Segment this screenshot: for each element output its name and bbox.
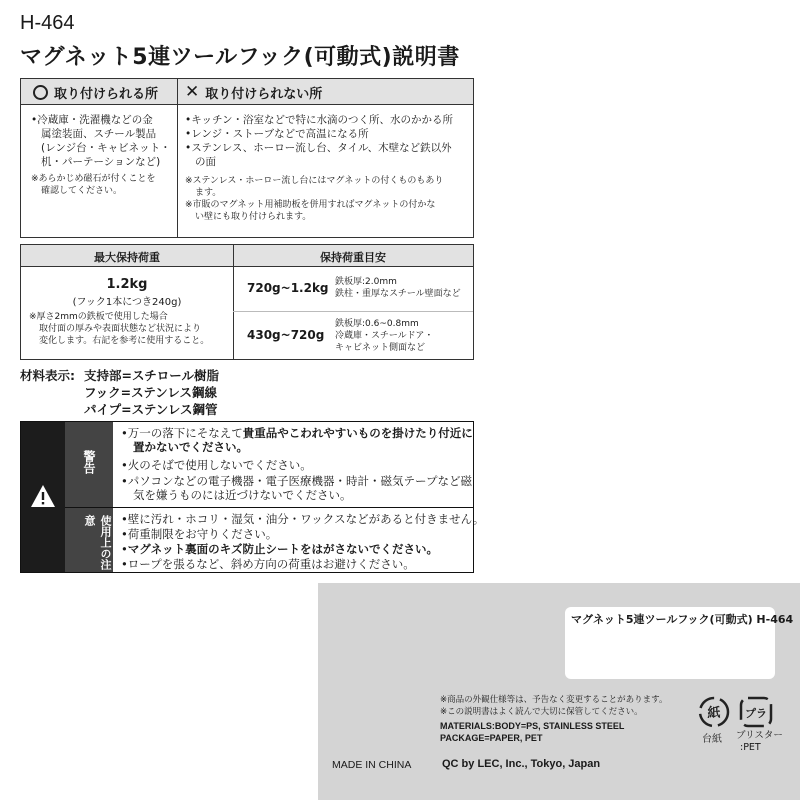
svg-text:紙: 紙	[707, 706, 721, 721]
note-line: い壁にも取り付けられます。	[195, 212, 312, 222]
note-line: ※商品の外観仕様等は、予告なく変更することがあります。	[440, 695, 668, 705]
list-item: •レンジ・ストーブなどで高温になる所	[185, 128, 369, 140]
warning-line: 置かないでください。	[133, 440, 248, 454]
recycle-label-line: :PET	[740, 742, 761, 753]
note-line: ※厚さ2mmの鉄板で使用した場合	[29, 312, 168, 322]
materials-en-line: MATERIALS:BODY=PS, STAINLESS STEEL	[440, 721, 625, 731]
warning-line: •パソコンなどの電子機器・電子医療機器・時計・磁気テープなど磁	[121, 474, 472, 488]
load-row-divider	[233, 311, 473, 312]
load-range: 720g~1.2kg	[247, 281, 329, 295]
not-mountable-title: 取り付けられない所	[205, 87, 323, 102]
note-line: 取付面の厚みや表面状態など状況により	[39, 324, 202, 334]
load-range: 430g~720g	[247, 328, 325, 342]
materials-en-line: PACKAGE=PAPER, PET	[440, 733, 543, 743]
list-item: 属塗装面、スチール製品	[41, 128, 157, 140]
plastic-recycle-label	[736, 730, 783, 754]
materials-line: 支持部=スチロール樹脂	[84, 368, 219, 383]
note-line: ※あらかじめ磁石が付くことを	[31, 174, 156, 184]
company-text: QC by LEC, Inc., Tokyo, Japan	[442, 758, 601, 770]
materials-line: パイプ=ステンレス鋼管	[84, 402, 218, 417]
caution-line: •壁に汚れ・ホコリ・湿気・油分・ワックスなどがあると付きません。	[121, 512, 485, 526]
load-box	[20, 244, 474, 360]
list-item: の面	[195, 156, 216, 168]
mountable-heading	[33, 83, 158, 102]
max-load-value: 1.2kg	[106, 277, 148, 292]
plastic-recycle-icon	[738, 695, 774, 729]
list-item: (レンジ台・キャビネット・	[41, 142, 171, 154]
warning-line: •火のそばで使用しないでください。	[121, 458, 312, 472]
mountable-title: 取り付けられる所	[54, 87, 159, 102]
page-title: マグネット5連ツールフック(可動式)説明書	[20, 45, 460, 70]
product-label-box	[565, 607, 794, 679]
list-item: •冷蔵庫・洗濯機などの金	[31, 114, 153, 126]
mounting-divider	[177, 79, 178, 237]
note-line: 確認してください。	[41, 186, 123, 196]
caution-line: •ロープを張るなど、斜め方向の荷重はお避けください。	[121, 557, 415, 571]
circle-icon	[33, 85, 48, 100]
mountable-notes	[31, 173, 156, 197]
list-item: •ステンレス、ホーロー流し台、タイル、木壁など鉄以外	[185, 142, 452, 154]
product-code: H-464	[20, 12, 75, 34]
note-line: ます。	[195, 188, 222, 198]
mounting-box	[20, 78, 474, 238]
not-mountable-heading	[185, 83, 322, 102]
detail-line: 鉄板厚:0.6~0.8mm	[335, 319, 419, 329]
warning-label-column	[65, 422, 113, 572]
warning-separator	[65, 507, 473, 508]
warning-bar	[21, 422, 65, 572]
detail-line: 鉄板厚:2.0mm	[335, 277, 397, 287]
load-guide-title: 保持荷重目安	[320, 251, 386, 264]
recycle-label-line: ブリスター	[736, 730, 783, 741]
card-notes	[440, 694, 667, 718]
materials-line: フック=ステンレス鋼線	[84, 385, 218, 400]
paper-recycle-icon	[697, 695, 731, 729]
package-card	[318, 583, 800, 800]
list-item: 机・パーテーションなど)	[41, 156, 161, 168]
not-mountable-list	[185, 113, 453, 169]
max-load-notes	[29, 311, 209, 347]
materials-label: 材料表示:	[20, 368, 75, 383]
cross-icon: ✕	[185, 82, 200, 102]
note-line: 変化します。右記を参考に使用すること。	[39, 336, 210, 346]
detail-line: 鉄柱・重厚なスチール壁面など	[335, 289, 461, 299]
caution-line: •マグネット裏面のキズ防止シートをはがさないでください。	[121, 542, 438, 556]
load-detail	[335, 318, 433, 354]
mountable-list	[31, 113, 171, 169]
warning-line: 気を嫌うものには近づけないでください。	[133, 488, 352, 502]
not-mountable-notes	[185, 175, 443, 223]
svg-text:プラ: プラ	[745, 707, 767, 720]
warning-triangle-icon	[30, 484, 56, 508]
caution-label: 使用上の注意	[83, 515, 112, 570]
max-load-sub: (フック1本につき240g)	[72, 297, 182, 308]
load-detail	[335, 276, 461, 300]
list-item: •キッチン・浴室などで特に水滴のつく所、水のかかる所	[185, 114, 453, 126]
detail-line: キャビネット側面など	[335, 343, 426, 353]
warning-label: 警告	[82, 450, 96, 474]
warning-line: •万一の落下にそなえて貴重品やこわれやすいものを掛けたり付近に	[121, 426, 473, 440]
note-line: ※この説明書はよく読んで大切に保管してください。	[440, 707, 643, 717]
product-label: マグネット5連ツールフック(可動式) H-464	[571, 613, 794, 626]
detail-line: 冷蔵庫・スチールドア・	[335, 331, 434, 341]
origin-text: MADE IN CHINA	[332, 759, 412, 771]
note-line: ※ステンレス・ホーロー流し台にはマグネットの付くものもあり	[185, 176, 444, 186]
warning-box	[20, 421, 485, 573]
card-materials	[440, 720, 624, 744]
max-load-title: 最大保持荷重	[94, 251, 160, 264]
note-line: ※市販のマグネット用補助板を併用すればマグネットの付かな	[185, 200, 436, 210]
paper-recycle-label: 台紙	[702, 734, 722, 745]
caution-line: •荷重制限をお守りください。	[121, 527, 278, 541]
